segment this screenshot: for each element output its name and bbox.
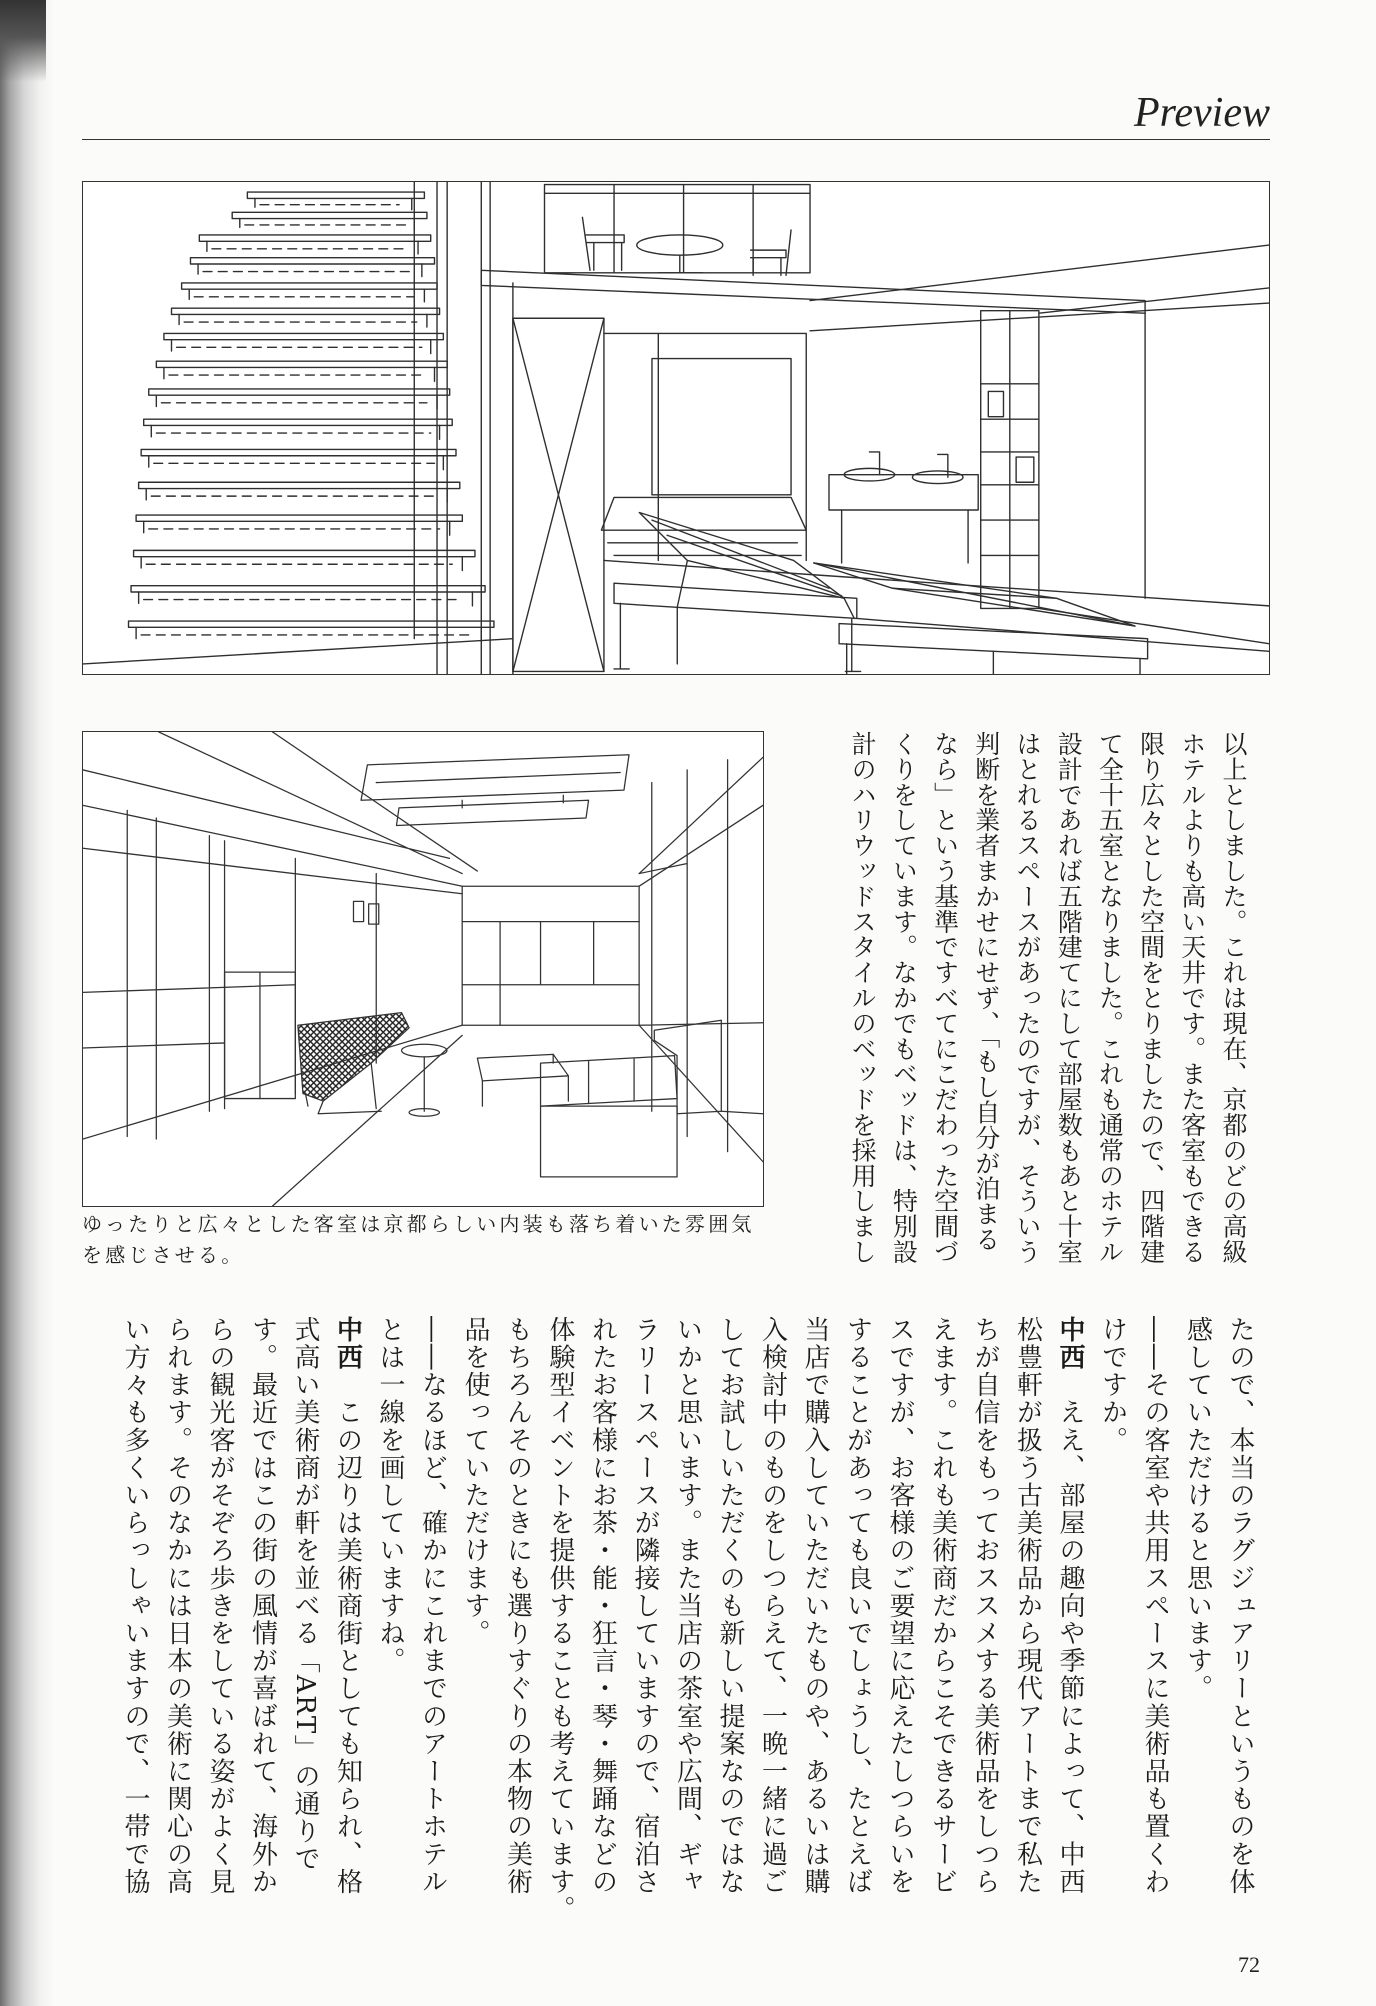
text-column: らの観光客がそぞろ歩きをしている姿がよく見 xyxy=(205,1316,235,1896)
text-column: たので、本当のラグジュアリーというものを体 xyxy=(1225,1316,1255,1896)
figure-caption xyxy=(82,1209,782,1271)
text-column: て全十五室となりました。これも通常のホテル xyxy=(1095,731,1125,1265)
column-text: この辺りは美術商街としても知られ、格 xyxy=(332,1371,363,1896)
text-column: えます。これも美術商だからこそできるサービ xyxy=(927,1316,958,1896)
text-column: ――なるほど、確かにこれまでのアートホテル xyxy=(417,1316,448,1896)
back-wall xyxy=(462,886,639,1025)
binding-corner-shadow xyxy=(0,0,46,82)
article-text-upper xyxy=(842,731,1254,1271)
lounge-chair xyxy=(614,513,861,672)
text-column: してお試しいただくのも新しい提案なのではな xyxy=(715,1316,745,1896)
text-column: 松豊軒が扱う古美術品から現代アートまで私た xyxy=(1012,1316,1043,1896)
text-column: れたお客様にお茶・能・狂言・琴・舞踊などの xyxy=(587,1316,618,1896)
section-title: Preview xyxy=(1133,90,1270,136)
text-column: す。最近ではこの街の風情が喜ばれて、海外か xyxy=(247,1316,278,1896)
text-column: 以上としました。これは現在、京都のどの高級 xyxy=(1219,731,1248,1265)
text-column: スですが、お客様のご要望に応えたしつらいを xyxy=(885,1316,915,1896)
text-column xyxy=(1049,1316,1092,1928)
speaker-name: 中西 xyxy=(332,1316,363,1372)
text-column: くりをしています。なかでもベッドは、特別設 xyxy=(889,731,919,1265)
shelf-column xyxy=(981,311,1039,609)
guest-room-sketch xyxy=(83,732,763,1206)
staircase xyxy=(129,192,494,641)
text-column: とは一線を画していますね。 xyxy=(375,1316,405,1675)
text-column: ちが自信をもっておススメする美術品をしつら xyxy=(970,1316,1000,1896)
mezzanine xyxy=(481,185,1145,314)
text-column: 式高い美術商が軒を並べる「ART」の通りで xyxy=(290,1316,320,1873)
text-column: ラリースペースが隣接していますので、宿泊さ xyxy=(630,1316,660,1896)
sofa xyxy=(541,1020,722,1177)
text-column: 計のハリウッドスタイルのベッドを採用しまし xyxy=(848,731,878,1265)
text-column: られます。そのなかには日本の美術に関心の高 xyxy=(162,1316,193,1896)
header-rule xyxy=(82,139,1270,140)
text-column: ――その客室や共用スペースに美術品も置くわ xyxy=(1140,1316,1170,1896)
interview-text xyxy=(113,1316,1261,1928)
structural-posts xyxy=(414,182,604,674)
text-column: いかと思います。また当店の茶室や広間、ギャ xyxy=(672,1316,703,1896)
guest-room-illustration xyxy=(82,731,764,1207)
text-column: はとれるスペースがあったのですが、そういう xyxy=(1012,731,1042,1265)
text-column: もちろんそのときにも選りすぐりの本物の美術 xyxy=(502,1316,533,1896)
text-column: ホテルよりも高い天井です。また客室もできる xyxy=(1177,731,1207,1265)
lounge-staircase-sketch xyxy=(83,182,1269,674)
floor-lines xyxy=(83,560,1269,663)
text-column: することがあっても良いでしょうし、たとえば xyxy=(842,1316,873,1896)
text-column: 当店で購入していただいたものや、あるいは購 xyxy=(800,1316,830,1896)
text-column: 設計であれば五階建てにして部屋数もあと十室 xyxy=(1054,731,1084,1265)
text-column xyxy=(326,1316,369,1928)
lounge-staircase-illustration xyxy=(82,181,1270,675)
text-column: 品を使っていただけます。 xyxy=(460,1316,490,1648)
doorway xyxy=(601,333,806,560)
text-column: 入検討中のものをしつらえて、一晩一緒に過ご xyxy=(757,1316,788,1896)
text-column: けですか。 xyxy=(1097,1316,1128,1454)
text-column: 体験型イベントを提供することも考えています。 xyxy=(545,1316,575,1924)
column-text: ええ、部屋の趣向や季節によって、中西 xyxy=(1055,1371,1085,1896)
page-number: 72 xyxy=(1238,1952,1260,1977)
caption-line: ゆったりと広々とした客室は京都らしい内装も落ち着いた雰囲気 xyxy=(82,1212,755,1236)
text-column: 感していただけると思います。 xyxy=(1182,1316,1213,1703)
text-column: 限り広々とした空間をとりましたので、四階建 xyxy=(1136,731,1166,1265)
wash-counter xyxy=(829,452,978,563)
text-column: い方々も多くいらっしゃいますので、一帯で協 xyxy=(120,1316,150,1896)
text-column: 判断を業者まかせにせず、「もし自分が泊まる xyxy=(971,731,1001,1252)
caption-line: を感じさせる。 xyxy=(82,1243,245,1267)
binding-shadow xyxy=(0,0,54,2006)
text-column: なら」という基準ですべてにこだわった空間づ xyxy=(930,731,960,1265)
speaker-name: 中西 xyxy=(1055,1316,1085,1372)
